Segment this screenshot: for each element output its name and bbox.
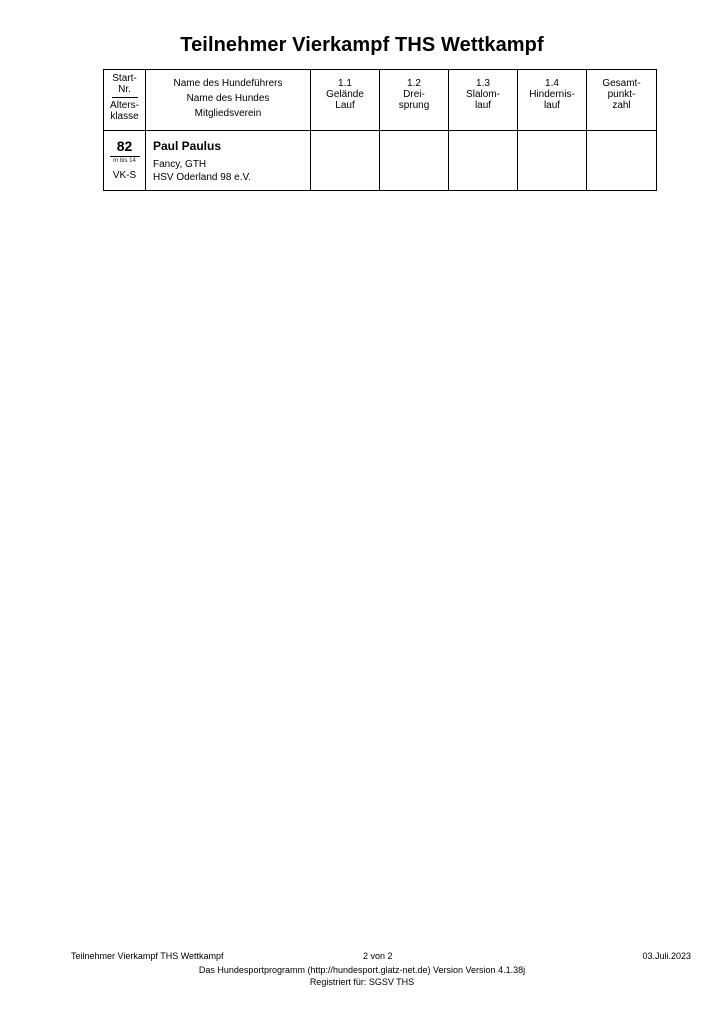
score-cell-1-1 xyxy=(311,131,380,191)
footer-page-number: 2 von 2 xyxy=(363,951,393,961)
discipline-label: sprung xyxy=(398,100,430,111)
header-start-nr-line1: Start- xyxy=(112,73,137,84)
discipline-label: Slalom- xyxy=(466,89,500,100)
age-group: m bis 14 xyxy=(113,158,136,164)
header-name xyxy=(146,70,311,131)
discipline-number: 1.3 xyxy=(476,78,490,89)
discipline-label: Drei- xyxy=(403,89,425,100)
discipline-number: 1.1 xyxy=(338,78,352,89)
footer-line xyxy=(0,951,724,963)
footer-registration: Registriert für: SGSV THS xyxy=(309,977,415,987)
start-number: 82 xyxy=(116,138,133,154)
discipline-label: lauf xyxy=(474,100,492,111)
header-alters-line1: Alters- xyxy=(110,100,139,111)
header-total-points xyxy=(587,70,657,131)
header-start-nr-line2: Nr. xyxy=(118,84,131,95)
page-title: Teilnehmer Vierkampf THS Wettkampf xyxy=(180,34,544,56)
header-discipline-1-3 xyxy=(449,70,518,131)
total-label: punkt- xyxy=(607,89,636,100)
participants-table xyxy=(103,69,657,191)
participant-cell xyxy=(146,131,311,191)
header-discipline-1-4 xyxy=(518,70,587,131)
header-start-nr-age-class xyxy=(104,70,146,131)
footer-program-info: Das Hundesportprogramm (http://hundesport.glatz-net.de) Version Version 4.1.38j xyxy=(198,965,526,975)
club-name: HSV Oderland 98 e.V. xyxy=(153,172,252,183)
header-club: Mitgliedsverein xyxy=(194,108,262,119)
discipline-label: Gelände xyxy=(326,89,364,100)
header-discipline-1-2 xyxy=(380,70,449,131)
footer-title: Teilnehmer Vierkampf THS Wettkampf xyxy=(71,951,224,961)
discipline-number: 1.4 xyxy=(545,78,559,89)
discipline-label: Lauf xyxy=(335,100,355,111)
score-cell-1-4 xyxy=(518,131,587,191)
discipline-number: 1.2 xyxy=(407,78,421,89)
handler-name: Paul Paulus xyxy=(153,139,222,153)
score-cell-1-3 xyxy=(449,131,518,191)
table-row xyxy=(104,131,657,191)
header-handler-name: Name des Hundeführers xyxy=(173,78,283,89)
total-label: Gesamt- xyxy=(602,78,641,89)
discipline-label: lauf xyxy=(543,100,561,111)
score-cell-1-2 xyxy=(380,131,449,191)
header-divider xyxy=(112,97,138,98)
header-dog-name: Name des Hundes xyxy=(186,93,270,104)
total-label: zahl xyxy=(612,100,631,111)
header-discipline-1-1 xyxy=(311,70,380,131)
header-alters-line2: klasse xyxy=(110,111,139,122)
footer-date: 03.Juli.2023 xyxy=(642,951,691,961)
discipline-label: Hindernis- xyxy=(529,89,575,100)
age-class: VK-S xyxy=(112,170,137,181)
start-nr-cell xyxy=(104,131,146,191)
table-header-row xyxy=(104,70,657,131)
dog-name: Fancy, GTH xyxy=(153,159,207,170)
score-cell-total xyxy=(587,131,657,191)
